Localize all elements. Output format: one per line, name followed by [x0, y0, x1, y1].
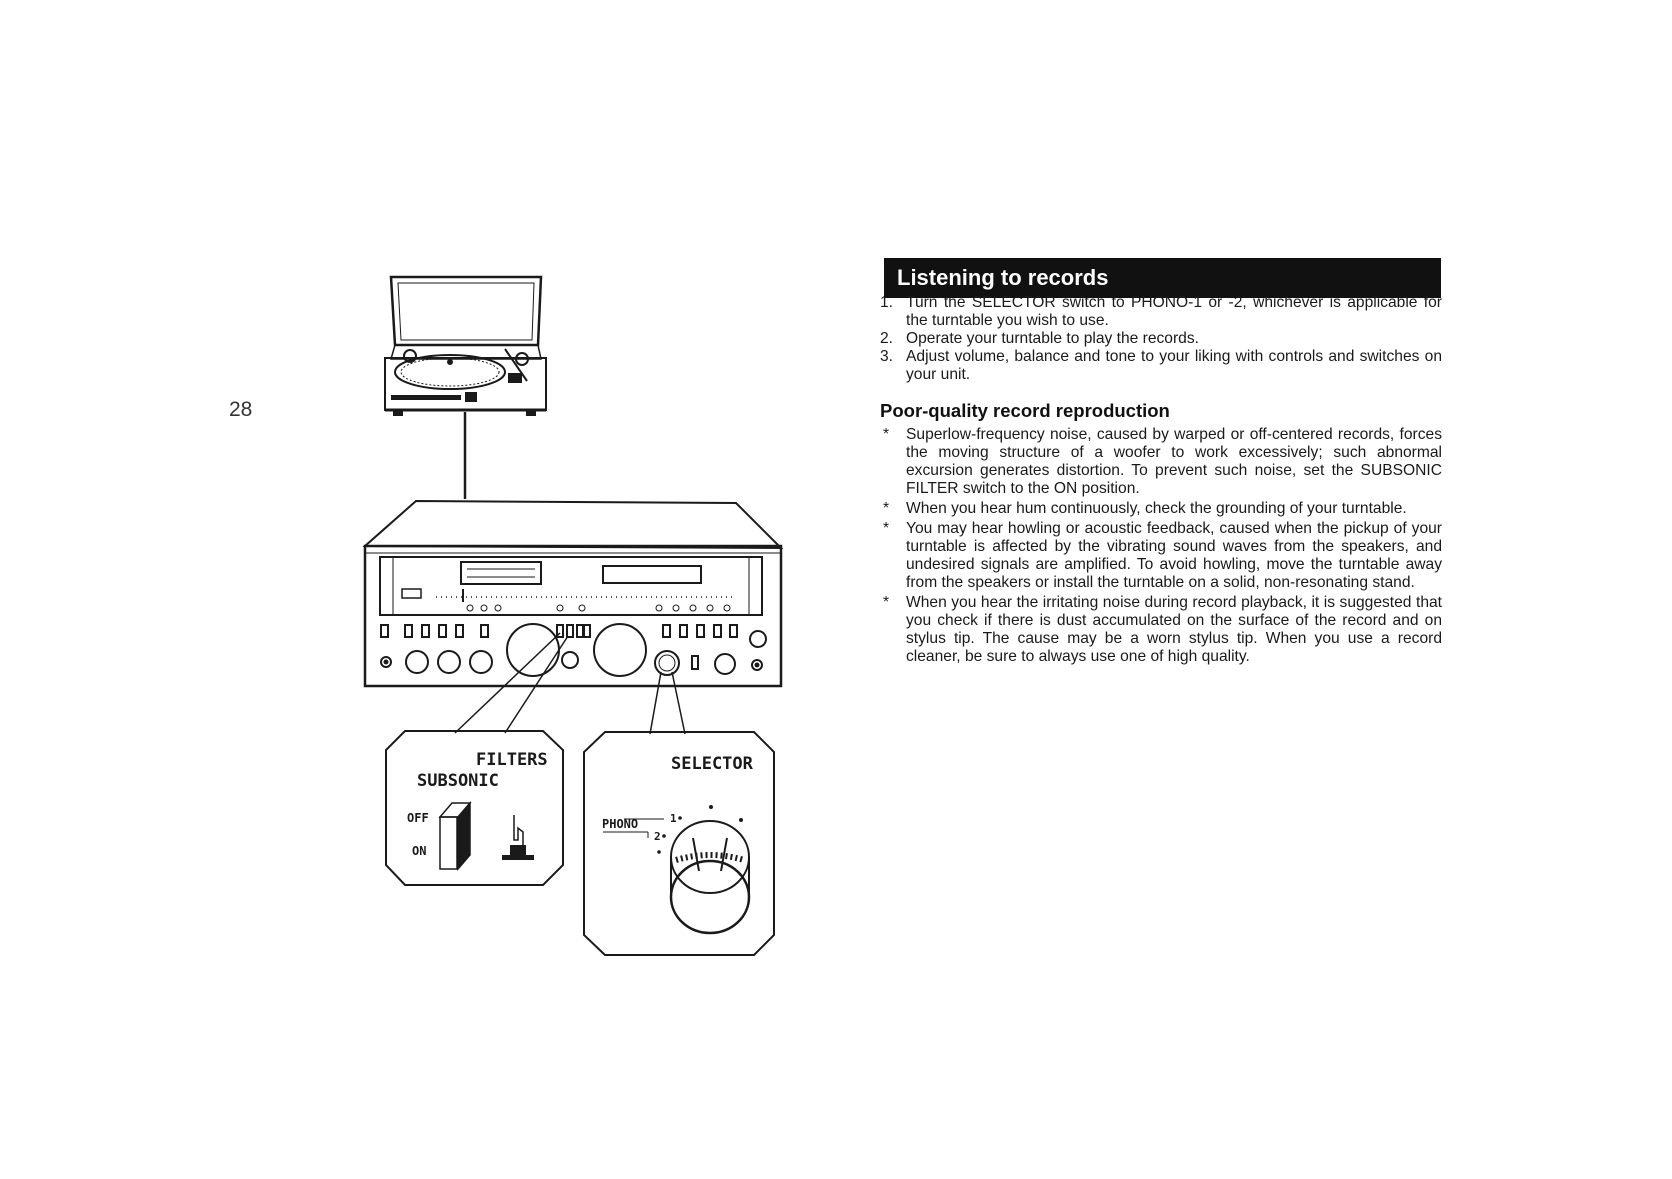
subsection-title: Poor-quality record reproduction: [880, 400, 1170, 421]
bullet-item: [880, 594, 1442, 666]
position-2-label: 2: [654, 830, 661, 843]
selector-title: SELECTOR: [671, 754, 753, 774]
step-text: Turn the SELECTOR switch to PHONO-1 or -2, whichever is applicable for the turntable you wish to use.: [906, 294, 1442, 329]
step-text: Adjust volume, balance and tone to your liking with controls and switches on your unit.: [906, 348, 1442, 383]
turntable-receiver-illustration: [0, 0, 800, 1000]
step-text: Operate your turntable to play the records.: [906, 330, 1199, 347]
bullet-mark: *: [883, 500, 890, 517]
subsonic-label: SUBSONIC: [417, 771, 499, 791]
bullet-text: When you hear hum continuously, check the grounding of your turntable.: [906, 500, 1407, 517]
step-item: [880, 348, 1442, 384]
bullet-mark: *: [883, 594, 890, 611]
step-item: [880, 294, 1442, 330]
filters-title: FILTERS: [476, 750, 548, 770]
section-title: Listening to records: [884, 258, 1441, 298]
filters-callout: [386, 731, 563, 885]
page-number: 28: [229, 398, 253, 421]
bullet-item: [880, 520, 1442, 592]
bullet-mark: *: [883, 520, 890, 537]
receiver: [365, 501, 781, 686]
off-label: OFF: [407, 811, 429, 825]
step-number: 3.: [880, 348, 894, 365]
bullet-mark: *: [883, 426, 890, 443]
step-item: [880, 330, 1442, 348]
callout-leaders: [455, 633, 685, 734]
on-label: ON: [412, 844, 427, 858]
turntable: [385, 277, 546, 416]
bullet-text: When you hear the irritating noise during record playback, it is suggested that you check if there is dust accumulated on the surface of the record and on stylus tip. The cause may be a worn stylus tip. When you use a record cleaner, be sure to always use one of high quality.: [906, 594, 1442, 665]
bullet-text: You may hear howling or acoustic feedback, caused when the pickup of your turntable is affected by the vibrating sound waves from the speakers, and undesired signals are amplified. To avoid howling, move the turntable away from the speakers or install the turntable on a solid, non-resonating stand.: [906, 520, 1442, 591]
bullet-list: [880, 426, 1442, 666]
bullet-item: [880, 426, 1442, 498]
text-column: [880, 294, 1442, 668]
step-number: 1.: [880, 294, 894, 311]
phono-label: PHONO: [602, 817, 639, 831]
position-1-label: 1: [670, 812, 677, 825]
step-number: 2.: [880, 330, 894, 347]
steps-list: [880, 294, 1442, 384]
bullet-text: Superlow-frequency noise, caused by warped or off-centered records, forces the moving structure of a woofer to work excessively; such abnormal excursion generates distortion. To prevent such noise, set the SUBSONIC FILTER switch to the ON position.: [906, 426, 1442, 497]
selector-callout: [584, 732, 774, 955]
bullet-item: [880, 500, 1442, 518]
